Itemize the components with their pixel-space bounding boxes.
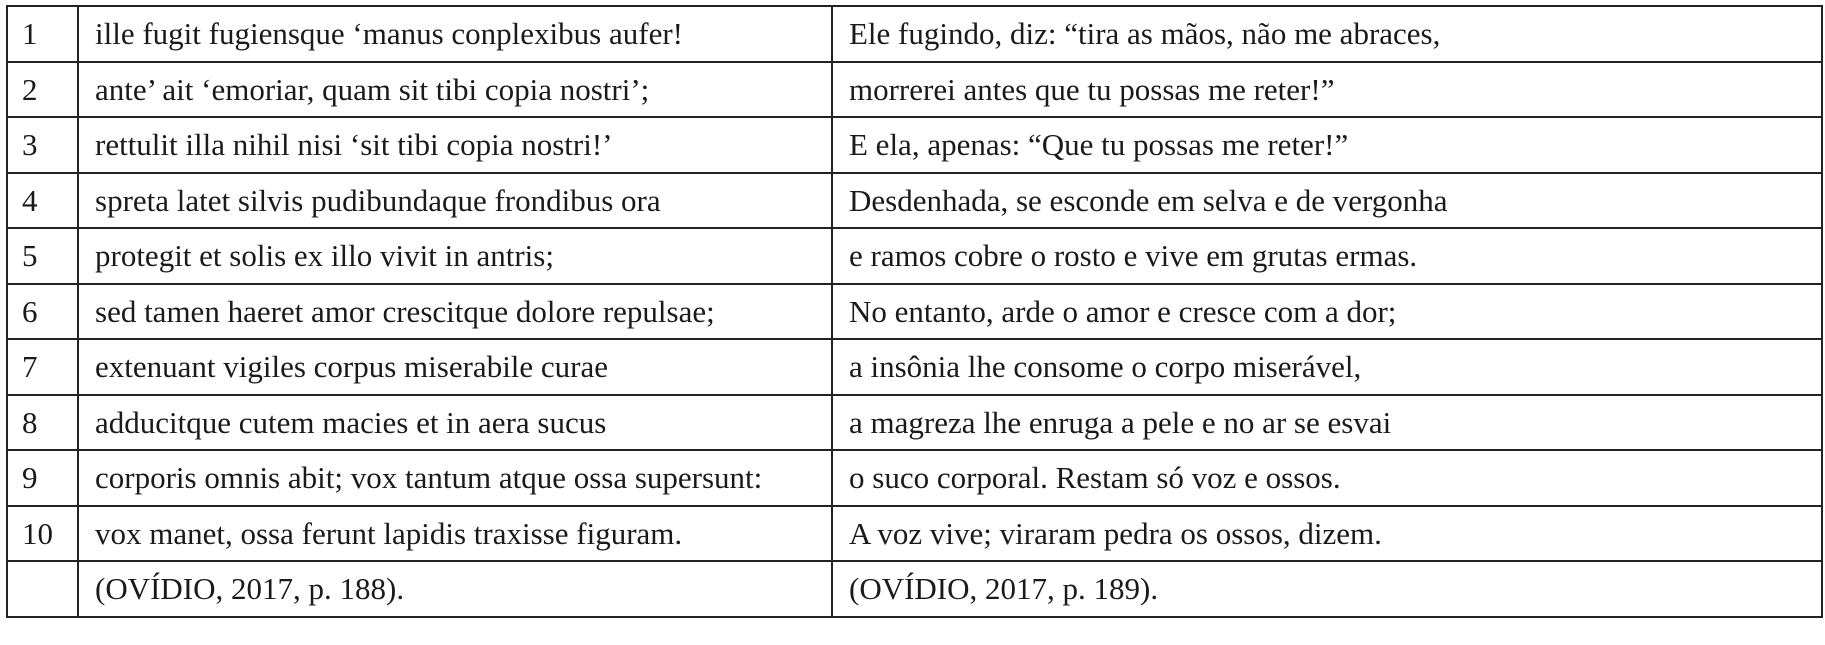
line-number-cell: 2 (7, 62, 78, 118)
portuguese-translation-cell: morrerei antes que tu possas me reter!” (832, 62, 1822, 118)
table-row (7, 450, 1822, 506)
latin-citation-cell: (OVÍDIO, 2017, p. 188). (78, 561, 832, 617)
table-row (7, 228, 1822, 284)
latin-verse-cell: rettulit illa nihil nisi ‘sit tibi copia nostri!’ (78, 117, 832, 173)
table-row (7, 339, 1822, 395)
latin-verse-cell: ante’ ait ‘emoriar, quam sit tibi copia nostri’; (78, 62, 832, 118)
portuguese-citation-cell: (OVÍDIO, 2017, p. 189). (832, 561, 1822, 617)
table-row (7, 6, 1822, 62)
latin-verse-cell: ille fugit fugiensque ‘manus conplexibus aufer! (78, 6, 832, 62)
portuguese-translation-cell: e ramos cobre o rosto e vive em grutas ermas. (832, 228, 1822, 284)
line-number-cell: 5 (7, 228, 78, 284)
latin-verse-cell: corporis omnis abit; vox tantum atque ossa supersunt: (78, 450, 832, 506)
line-number-cell: 8 (7, 395, 78, 451)
portuguese-translation-cell: a insônia lhe consome o corpo miserável, (832, 339, 1822, 395)
line-number-cell: 4 (7, 173, 78, 229)
table-row (7, 395, 1822, 451)
verse-translation-table (6, 5, 1823, 618)
table-row (7, 117, 1822, 173)
latin-verse-cell: vox manet, ossa ferunt lapidis traxisse figuram. (78, 506, 832, 562)
line-number-cell: 10 (7, 506, 78, 562)
table-row (7, 506, 1822, 562)
table-row (7, 284, 1822, 340)
table-row (7, 62, 1822, 118)
portuguese-translation-cell: E ela, apenas: “Que tu possas me reter!” (832, 117, 1822, 173)
portuguese-translation-cell: o suco corporal. Restam só voz e ossos. (832, 450, 1822, 506)
latin-verse-cell: extenuant vigiles corpus miserabile curae (78, 339, 832, 395)
portuguese-translation-cell: Desdenhada, se esconde em selva e de vergonha (832, 173, 1822, 229)
latin-verse-cell: spreta latet silvis pudibundaque frondibus ora (78, 173, 832, 229)
table-body (7, 6, 1822, 617)
latin-verse-cell: protegit et solis ex illo vivit in antris; (78, 228, 832, 284)
line-number-cell: 3 (7, 117, 78, 173)
portuguese-translation-cell: A voz vive; viraram pedra os ossos, dizem. (832, 506, 1822, 562)
line-number-cell (7, 561, 78, 617)
line-number-cell: 1 (7, 6, 78, 62)
line-number-cell: 9 (7, 450, 78, 506)
line-number-cell: 7 (7, 339, 78, 395)
portuguese-translation-cell: No entanto, arde o amor e cresce com a dor; (832, 284, 1822, 340)
line-number-cell: 6 (7, 284, 78, 340)
portuguese-translation-cell: a magreza lhe enruga a pele e no ar se esvai (832, 395, 1822, 451)
table-row (7, 173, 1822, 229)
citation-row (7, 561, 1822, 617)
latin-verse-cell: sed tamen haeret amor crescitque dolore repulsae; (78, 284, 832, 340)
latin-verse-cell: adducitque cutem macies et in aera sucus (78, 395, 832, 451)
portuguese-translation-cell: Ele fugindo, diz: “tira as mãos, não me abraces, (832, 6, 1822, 62)
